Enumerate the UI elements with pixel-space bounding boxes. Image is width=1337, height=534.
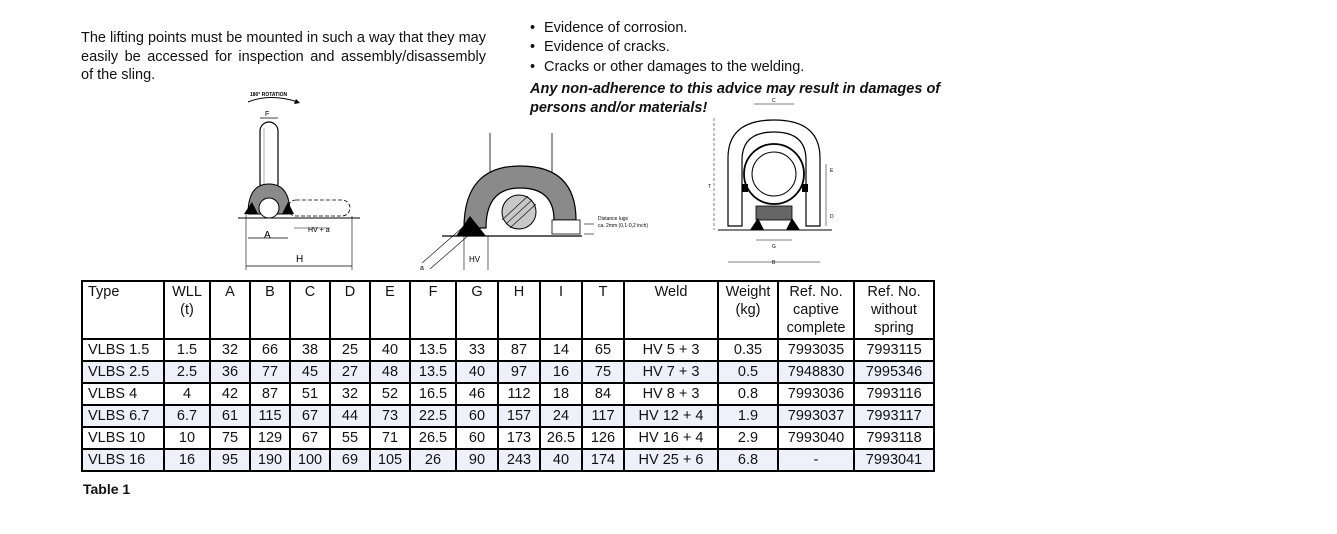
table-caption: Table 1 [83,481,131,497]
header-h: H [498,281,540,339]
cell-f: 26 [410,449,456,471]
dim-label-hv: HV + a [308,227,330,234]
cell-h: 173 [498,427,540,449]
cell-a: 42 [210,383,250,405]
cell-a: 32 [210,339,250,361]
dimensions-table [81,280,935,472]
cell-ref-without-spring: 7993117 [854,405,934,427]
cell-ref-without-spring: 7993116 [854,383,934,405]
cell-h: 87 [498,339,540,361]
cell-i: 24 [540,405,582,427]
cell-d: 25 [330,339,370,361]
cell-a: 61 [210,405,250,427]
table-header-row [82,281,934,339]
header-t: T [582,281,624,339]
header-g: G [456,281,498,339]
cell-a: 75 [210,427,250,449]
cell-c: 38 [290,339,330,361]
distance-lugs-value: ca. 2mm (0,1-0,2 inch) [598,223,649,229]
dim-label-h: H [296,254,304,265]
cell-wll: 2.5 [164,361,210,383]
cell-c: 45 [290,361,330,383]
cell-a: 95 [210,449,250,471]
bullet-item: • Evidence of cracks. [530,38,950,57]
cell-h: 243 [498,449,540,471]
header-e: E [370,281,410,339]
cell-d: 69 [330,449,370,471]
header-i: I [540,281,582,339]
cell-i: 16 [540,361,582,383]
cell-weight: 0.35 [718,339,778,361]
table-row [82,427,934,449]
cell-g: 40 [456,361,498,383]
table-row [82,405,934,427]
cell-wll: 4 [164,383,210,405]
header-weight: Weight (kg) [718,281,778,339]
cell-ref-captive: 7993037 [778,405,854,427]
dim-label-hv-section: HV [469,255,481,264]
cell-t: 174 [582,449,624,471]
cell-weld: HV 12 + 4 [624,405,718,427]
cell-d: 27 [330,361,370,383]
cell-type: VLBS 1.5 [82,339,164,361]
cell-ref-without-spring: 7995346 [854,361,934,383]
warning-text: Any non-adherence to this advice may result in damages of persons and/or materials! [530,81,941,116]
distance-lugs-note: Distance lugs [598,216,629,222]
header-ref-captive: Ref. No. captive complete [778,281,854,339]
dim-label-a-small: a [420,265,424,272]
cell-e: 48 [370,361,410,383]
cell-e: 71 [370,427,410,449]
header-c: C [290,281,330,339]
cell-e: 105 [370,449,410,471]
table-row [82,361,934,383]
dim-label-b: B [772,260,776,266]
cell-d: 55 [330,427,370,449]
cell-g: 60 [456,405,498,427]
cell-wll: 1.5 [164,339,210,361]
cell-f: 13.5 [410,361,456,383]
dim-label-g: G [772,244,776,250]
cell-i: 26.5 [540,427,582,449]
intro-paragraph: The lifting points must be mounted in such a way that they may easily be accessed for inspection and assembly/disassembly of the sling. [81,30,486,83]
cell-i: 18 [540,383,582,405]
cell-type: VLBS 6.7 [82,405,164,427]
cell-e: 52 [370,383,410,405]
cell-ref-captive: 7993040 [778,427,854,449]
cell-weight: 6.8 [718,449,778,471]
cell-ref-captive: 7993036 [778,383,854,405]
cell-h: 112 [498,383,540,405]
cell-t: 126 [582,427,624,449]
header-d: D [330,281,370,339]
cell-t: 75 [582,361,624,383]
cell-type: VLBS 10 [82,427,164,449]
cell-ref-captive: 7993035 [778,339,854,361]
cell-b: 66 [250,339,290,361]
cell-type: VLBS 4 [82,383,164,405]
cell-c: 67 [290,427,330,449]
cell-wll: 16 [164,449,210,471]
cell-ref-without-spring: 7993118 [854,427,934,449]
header-ref-without-spring: Ref. No. without spring [854,281,934,339]
table-row [82,449,934,471]
cell-weight: 1.9 [718,405,778,427]
header-a: A [210,281,250,339]
cell-f: 16.5 [410,383,456,405]
dim-label-a: A [264,230,271,241]
cell-d: 44 [330,405,370,427]
cell-type: VLBS 16 [82,449,164,471]
cell-a: 36 [210,361,250,383]
cell-type: VLBS 2.5 [82,361,164,383]
cell-weight: 0.8 [718,383,778,405]
cell-wll: 6.7 [164,405,210,427]
cell-f: 22.5 [410,405,456,427]
cell-b: 87 [250,383,290,405]
cell-weld: HV 7 + 3 [624,361,718,383]
header-wll: WLL (t) [164,281,210,339]
dim-label-c: C [772,98,776,104]
cell-b: 190 [250,449,290,471]
front-view-drawing [706,94,844,269]
cell-f: 26.5 [410,427,456,449]
bullet-item: • Cracks or other damages to the welding. [530,58,950,77]
cell-t: 84 [582,383,624,405]
header-type: Type [82,281,164,339]
cell-h: 157 [498,405,540,427]
cell-e: 40 [370,339,410,361]
dim-label-f: F [265,111,270,118]
cell-wll: 10 [164,427,210,449]
side-view-drawing [230,88,370,273]
cell-weld: HV 8 + 3 [624,383,718,405]
cell-h: 97 [498,361,540,383]
table-row [82,339,934,361]
rotation-label: 180° ROTATION [250,92,288,98]
cell-weld: HV 16 + 4 [624,427,718,449]
cell-b: 129 [250,427,290,449]
cell-c: 51 [290,383,330,405]
cell-ref-captive: - [778,449,854,471]
cell-c: 100 [290,449,330,471]
cell-g: 90 [456,449,498,471]
cell-b: 115 [250,405,290,427]
cell-weight: 2.9 [718,427,778,449]
cell-e: 73 [370,405,410,427]
dim-label-t: T [708,184,712,190]
cell-b: 77 [250,361,290,383]
cell-g: 46 [456,383,498,405]
weld-section-drawing [412,128,657,276]
bullet-item: • Evidence of corrosion. [530,19,950,38]
cell-i: 14 [540,339,582,361]
cell-weight: 0.5 [718,361,778,383]
cell-t: 65 [582,339,624,361]
header-weld: Weld [624,281,718,339]
cell-weld: HV 25 + 6 [624,449,718,471]
cell-g: 60 [456,427,498,449]
cell-t: 117 [582,405,624,427]
table-row [82,383,934,405]
header-f: F [410,281,456,339]
cell-g: 33 [456,339,498,361]
cell-i: 40 [540,449,582,471]
cell-d: 32 [330,383,370,405]
cell-ref-without-spring: 7993041 [854,449,934,471]
cell-ref-captive: 7948830 [778,361,854,383]
cell-weld: HV 5 + 3 [624,339,718,361]
dim-label-d: D [830,214,834,220]
cell-f: 13.5 [410,339,456,361]
dim-label-e: E [830,168,834,174]
inspection-bullet-list [530,19,950,77]
cell-c: 67 [290,405,330,427]
header-b: B [250,281,290,339]
cell-ref-without-spring: 7993115 [854,339,934,361]
